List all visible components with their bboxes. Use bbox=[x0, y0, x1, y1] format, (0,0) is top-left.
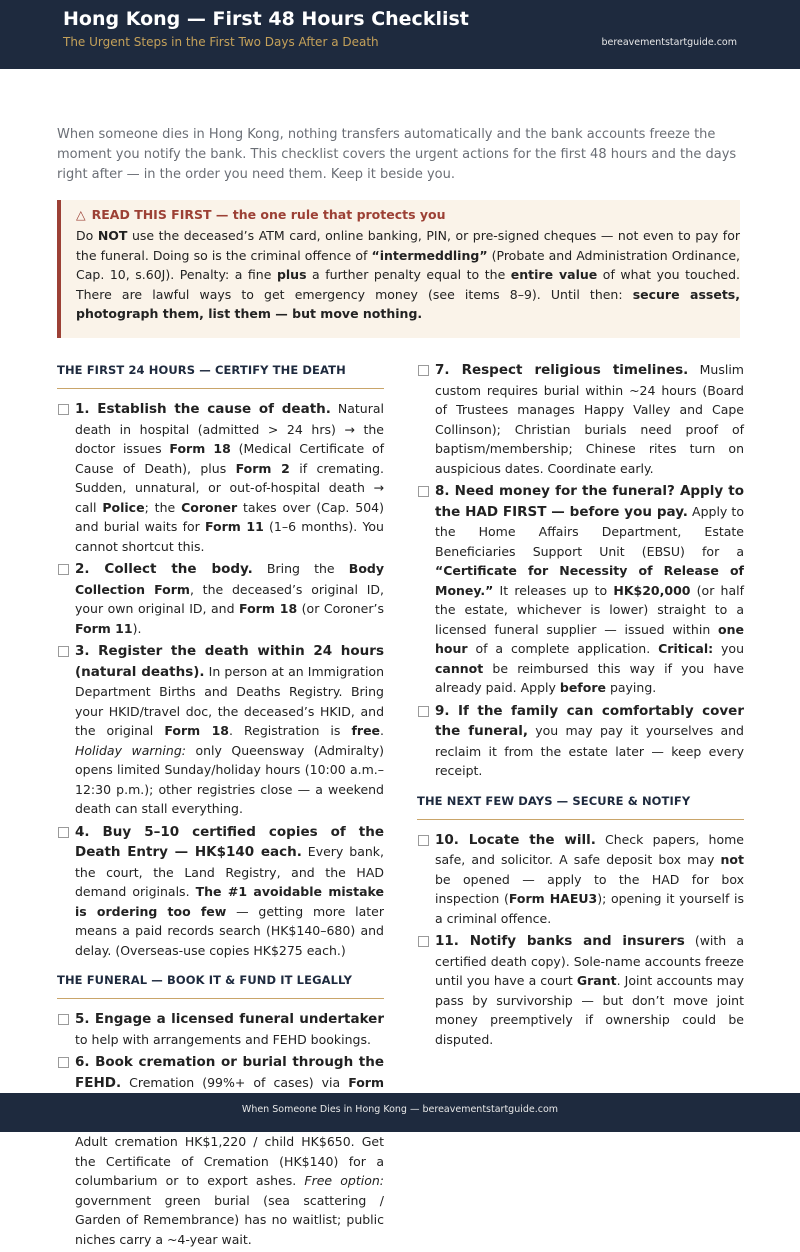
checkbox[interactable] bbox=[58, 564, 69, 575]
section-heading: THE FIRST 24 HOURS — CERTIFY THE DEATH bbox=[57, 360, 384, 389]
item-body: Bring the Body Collection Form, the deceased’s original ID, your own original ID, and Form 18 (or Coroner’s Form 11). bbox=[75, 561, 385, 636]
page-footer bbox=[0, 1093, 800, 1132]
item-body: to help with arrangements and FEHD bookings. bbox=[75, 1031, 371, 1047]
checklist-item[interactable] bbox=[417, 360, 744, 478]
checkbox[interactable] bbox=[58, 646, 69, 657]
warning-heading bbox=[76, 204, 740, 226]
checklist-item[interactable] bbox=[57, 1052, 384, 1249]
warning-triangle-icon: △ bbox=[76, 207, 86, 222]
item-lead: 5. Engage a licensed funeral undertaker bbox=[75, 1011, 384, 1027]
footer-text: When Someone Dies in Hong Kong — bereavementstartguide.com bbox=[241, 1104, 559, 1115]
checklist-item[interactable] bbox=[417, 701, 744, 781]
site-url: bereavementstartguide.com bbox=[601, 37, 737, 48]
page-title: Hong Kong — First 48 Hours Checklist bbox=[63, 8, 469, 30]
item-body: Cremation (99%+ of cases) via Form Adult cremation HK$1,220 / child HK$650. Get the Certificate of Cremation (HK$140) for a columbarium or to export ashes. Free option: government green burial (sea scattering / Garden of Remembrance) has no waitlist; public niches carry a ~4-year wait. bbox=[75, 1074, 384, 1247]
item-lead: 1. Establish the cause of death. bbox=[75, 401, 331, 417]
page-subtitle: The Urgent Steps in the First Two Days After a Death bbox=[63, 35, 379, 49]
checklist-item[interactable] bbox=[57, 822, 384, 961]
intro-paragraph: When someone dies in Hong Kong, nothing transfers automatically and the bank accounts freeze the moment you notify the bank. This checklist covers the urgent actions for the first 48 hours and the days right after — in the order you need them. Keep it beside you. bbox=[57, 127, 737, 182]
item-lead: 4. Buy 5–10 certified copies of the Death Entry — HK$140 each. bbox=[75, 823, 384, 860]
item-body: (with a certified death copy). Sole-name accounts freeze until you have a court Grant. Joint accounts may pass by survivorship — but don’t move joint money preemptively if ownership could be disputed. bbox=[435, 933, 744, 1047]
item-lead: 6. Book cremation or burial through the FEHD. bbox=[75, 1054, 384, 1091]
checkbox[interactable] bbox=[418, 365, 429, 376]
item-body: Apply to the Home Affairs Department, Estate Beneficiaries Support Unit (EBSU) for a “Certificate for Necessity of Release of Money.” It releases up to HK$20,000 (or half the estate, whichever is lower) straight to a licensed funeral supplier — issued within one hour of a complete application. Critical: you cannot be reimbursed this way if you have already paid. Apply before paying. bbox=[435, 503, 744, 695]
warning-title: READ THIS FIRST — the one rule that protects you bbox=[91, 207, 446, 222]
checklist-item[interactable] bbox=[57, 559, 384, 638]
item-body: Check papers, home safe, and solicitor. A safe deposit box may not be opened — apply to the HAD for box inspection (Form HAEU3); opening it yourself is a criminal offence. bbox=[435, 831, 744, 926]
checkbox[interactable] bbox=[418, 486, 429, 497]
checkbox[interactable] bbox=[58, 1014, 69, 1025]
checklist-item[interactable] bbox=[417, 830, 744, 929]
item-lead: 3. Register the death within 24 hours (natural deaths). bbox=[75, 643, 384, 680]
item-body: Natural death in hospital (admitted > 24 hrs) → the doctor issues Form 18 (Medical Certificate of Cause of Death), plus Form 2 if cremating. Sudden, unnatural, or out-of-hospital death → call Police; the Coroner takes over (Cap. 504) and burial waits for Form 11 (1–6 months). You cannot shortcut this. bbox=[75, 401, 385, 554]
warning-callout bbox=[57, 200, 740, 338]
section-heading: THE FUNERAL — BOOK IT & FUND IT LEGALLY bbox=[57, 970, 384, 999]
checklist-item[interactable] bbox=[57, 1009, 384, 1049]
item-lead: 9. If the family can comfortably cover the funeral, bbox=[435, 702, 744, 739]
checkbox[interactable] bbox=[58, 404, 69, 415]
item-body: Every bank, the court, the Land Registry, and the HAD demand originals. The #1 avoidable mistake is ordering too few — getting more later means a paid records search (HK$140–680) and delay. (Overseas-use copies HK$275 each.) bbox=[75, 844, 385, 958]
checkbox[interactable] bbox=[418, 936, 429, 947]
checklist-item[interactable] bbox=[417, 931, 744, 1049]
checklist-item[interactable] bbox=[57, 641, 384, 819]
item-body: Muslim custom requires burial within ~24 hours (Board of Trustees manages Happy Valley and Cape Collinson); Christian burials need proof of baptism/membership; Chinese rites turn on auspicious dates. Coordinate early. bbox=[435, 362, 744, 476]
item-body: you may pay it yourselves and reclaim it from the estate later — keep every receipt. bbox=[435, 723, 744, 778]
checkbox[interactable] bbox=[58, 827, 69, 838]
checkbox[interactable] bbox=[58, 1057, 69, 1068]
checkbox[interactable] bbox=[418, 706, 429, 717]
right-column bbox=[417, 360, 744, 1052]
checklist-item[interactable] bbox=[57, 399, 384, 556]
item-lead: 11. Notify banks and insurers bbox=[435, 933, 685, 949]
item-body: In person at an Immigration Department Births and Deaths Registry. Bring your HKID/travel doc, the deceased’s HKID, and the original Form 18. Registration is free. Holiday warning: only Queensway (Admiralty) opens limited Sunday/holiday hours (10:00 a.m.–12:30 p.m.); other registries close — a weekend death can stall everything. bbox=[75, 663, 385, 816]
checkbox[interactable] bbox=[418, 835, 429, 846]
item-lead: 8. Need money for the funeral? Apply to the HAD FIRST — before you pay. bbox=[435, 483, 744, 520]
page-header bbox=[0, 0, 800, 69]
item-lead: 10. Locate the will. bbox=[435, 831, 596, 848]
item-lead: 7. Respect religious timelines. bbox=[435, 362, 689, 378]
section-heading: THE NEXT FEW DAYS — SECURE & NOTIFY bbox=[417, 791, 744, 820]
warning-body: Do NOT use the deceased’s ATM card, online banking, PIN, or pre-signed cheques — not even to pay for the funeral. Doing so is the criminal offence of “intermeddling” (Probate and Administration Ordinance, Cap. 10, s.60J). Penalty: a fine plus a further penalty equal to the entire value of what you touched. There are lawful ways to get emergency money (see items 8–9). Until then: secure assets, photograph them, list them — but move nothing. bbox=[76, 228, 741, 321]
checklist-item[interactable] bbox=[417, 481, 744, 698]
item-lead: 2. Collect the body. bbox=[75, 561, 253, 577]
